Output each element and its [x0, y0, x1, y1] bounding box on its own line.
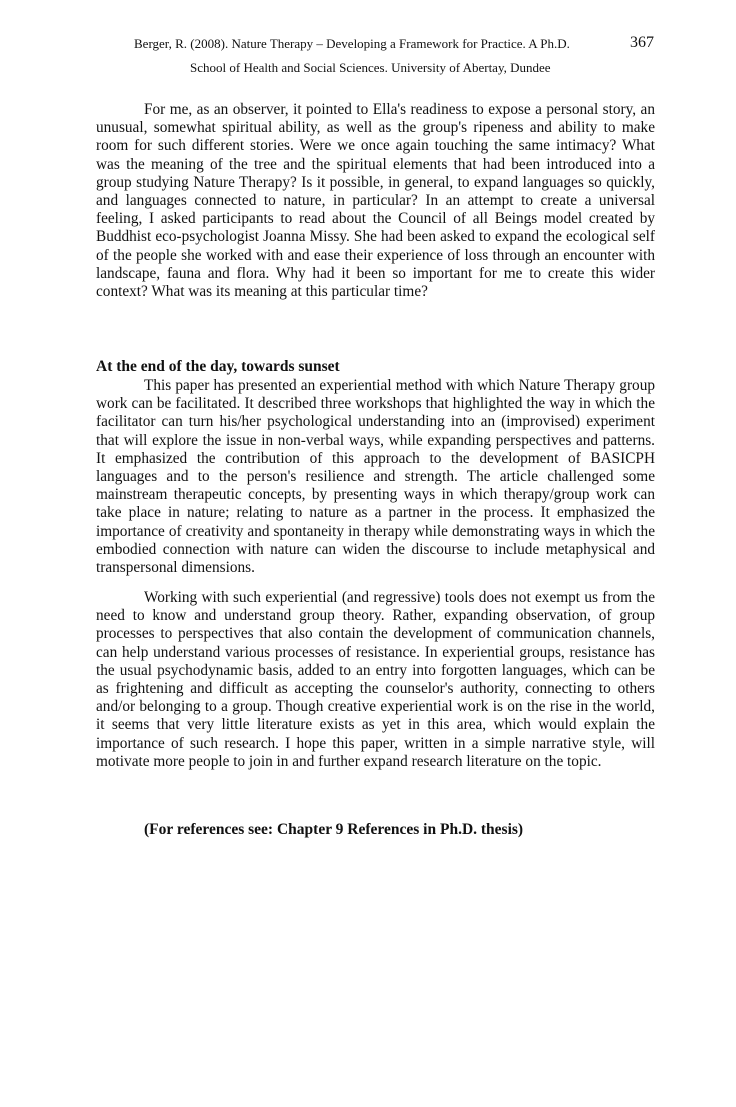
- running-header-citation: Berger, R. (2008). Nature Therapy – Developing a Framework for Practice. A Ph.D.: [134, 36, 570, 51]
- references-note: (For references see: Chapter 9 References in Ph.D. thesis): [144, 821, 524, 838]
- body-paragraph: For me, as an observer, it pointed to Ella's readiness to expose a personal story, an unusual, somewhat spiritual ability, as well as the group's ripeness and ability to make room for such different stories. Were we once again touching the same intimacy? What was the meaning of the tree and the spiritual elements that had been introduced into a group studying Nature Therapy? Is it possible, in general, to expand languages so quickly, and languages connected to nature, in particular? In an attempt to create a universal feeling, I asked participants to read about the Council of all Beings model created by Buddhist eco-psychologist Joanna Missy. She had been asked to expand the ecological self of the people she worked with and ease their experience of loss through an encounter with landscape, fauna and flora. Why had it been so important for me to create this wider context? What was its meaning at this particular time?: [96, 101, 655, 301]
- running-header-institution: School of Health and Social Sciences. University of Abertay, Dundee: [190, 60, 551, 75]
- body-paragraph: This paper has presented an experiential method with which Nature Therapy group work can be facilitated. It described three workshops that highlighted the way in which the facilitator can turn his/her psychological understanding into an (improvised) experiment that will explore the issue in non-verbal ways, while expanding perspectives and patterns. It emphasized the contribution of this approach to the development of BASICPH languages and to the person's resilience and strength. The article challenged some mainstream therapeutic concepts, by presenting ways in which therapy/group work can take place in nature; relating to nature as a partner in the process. It emphasized the importance of creativity and spontaneity in therapy while demonstrating ways in which the embodied connection with nature can widen the discourse to include metaphysical and transpersonal dimensions.: [96, 377, 655, 577]
- page-number: 367: [630, 34, 654, 51]
- body-paragraph: Working with such experiential (and regressive) tools does not exempt us from the need to know and understand group theory. Rather, expanding observation, of group processes to perspectives that also contain the development of communication channels, can help understand various processes of resistance. In experiential groups, resistance has the usual psychodynamic basis, added to an entry into forgotten languages, which can be as frightening and difficult as accepting the counselor's authority, connecting to others and/or belonging to a group. Though creative experiential work is on the rise in the world, it seems that very little literature exists as yet in this area, which would explain the importance of such research. I hope this paper, written in a simple narrative style, will motivate more people to join in and further expand research literature on the topic.: [96, 589, 655, 770]
- section-heading: At the end of the day, towards sunset: [96, 358, 340, 375]
